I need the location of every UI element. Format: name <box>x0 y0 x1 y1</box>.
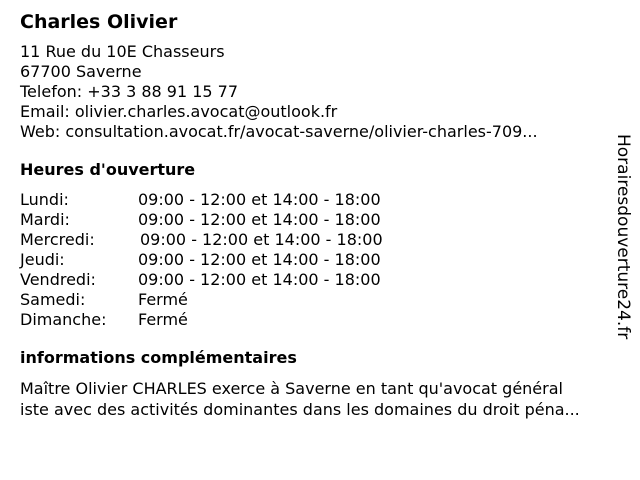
hours-time: 09:00 - 12:00 et 14:00 - 18:00 <box>140 230 383 249</box>
watermark <box>612 134 634 354</box>
business-card <box>20 8 610 420</box>
hours-table <box>20 190 610 330</box>
hours-day: Lundi: <box>20 190 69 209</box>
hours-time: Fermé <box>138 290 188 309</box>
hours-row <box>20 250 610 270</box>
phone-number: Telefon: +33 3 88 91 15 77 <box>20 82 239 101</box>
hours-heading: Heures d'ouverture <box>20 160 196 179</box>
hours-row <box>20 290 610 310</box>
info-line-1: Maître Olivier CHARLES exerce à Saverne en tant qu'avocat général <box>20 379 563 398</box>
hours-row <box>20 270 610 290</box>
address-city: 67700 Saverne <box>20 62 142 81</box>
hours-day: Vendredi: <box>20 270 96 289</box>
hours-time: 09:00 - 12:00 et 14:00 - 18:00 <box>138 250 381 269</box>
hours-day: Mercredi: <box>20 230 95 249</box>
hours-row <box>20 310 610 330</box>
hours-time: 09:00 - 12:00 et 14:00 - 18:00 <box>138 270 381 289</box>
business-name: Charles Olivier <box>20 11 178 33</box>
hours-day: Samedi: <box>20 290 86 309</box>
hours-row <box>20 210 610 230</box>
hours-row <box>20 230 610 250</box>
hours-row <box>20 190 610 210</box>
info-heading: informations complémentaires <box>20 348 297 367</box>
hours-time: 09:00 - 12:00 et 14:00 - 18:00 <box>138 190 381 209</box>
hours-day: Mardi: <box>20 210 70 229</box>
hours-day: Dimanche: <box>20 310 107 329</box>
website-link[interactable]: Web: consultation.avocat.fr/avocat-saverne/olivier-charles-709... <box>20 122 538 141</box>
hours-day: Jeudi: <box>20 250 65 269</box>
email-address: Email: olivier.charles.avocat@outlook.fr <box>20 102 338 121</box>
info-line-2: iste avec des activités dominantes dans les domaines du droit péna... <box>20 400 580 419</box>
address-street: 11 Rue du 10E Chasseurs <box>20 42 225 61</box>
watermark-text: Horairesdouverture24.fr <box>613 134 633 340</box>
hours-time: Fermé <box>138 310 188 329</box>
hours-time: 09:00 - 12:00 et 14:00 - 18:00 <box>138 210 381 229</box>
